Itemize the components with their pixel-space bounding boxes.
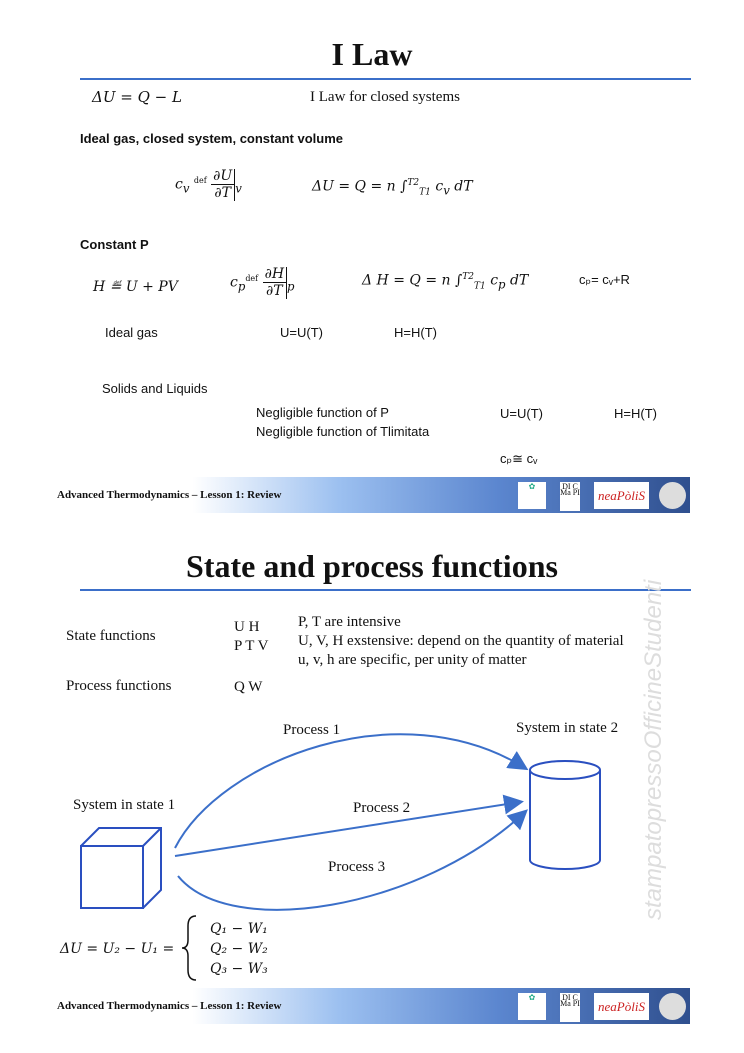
du-integral: ΔU = Q = n ∫$^{T2}_{T1}$ $c_v$ dT bbox=[312, 178, 473, 198]
state-vars-2: P T V bbox=[234, 638, 269, 654]
process3-label: Process 3 bbox=[328, 859, 386, 875]
cp-approx: cₚ≅ cᵥ bbox=[500, 451, 538, 466]
dicmapi-logo: DI C Ma PI bbox=[560, 482, 580, 511]
heading-constant-volume: Ideal gas, closed system, constant volume bbox=[80, 131, 343, 146]
case-3: Q₃ − W₃ bbox=[210, 961, 268, 977]
dh-integral: Δ H = Q = n ∫$^{T2}_{T1}$ $c_p$ dT bbox=[362, 272, 529, 292]
negligible-p: Negligible function of P bbox=[256, 405, 389, 420]
cylinder-icon bbox=[530, 761, 600, 869]
process1-label: Process 1 bbox=[283, 722, 341, 738]
neapolis-logo: neaPòliS bbox=[594, 482, 649, 509]
watermark: stampatopressoOfficineStudenti bbox=[640, 579, 667, 920]
u-of-t-2: U=U(T) bbox=[500, 406, 543, 421]
slide2-title: State and process functions bbox=[186, 548, 558, 584]
dicmapi-logo: DI C Ma PI bbox=[560, 993, 580, 1022]
h-definition: H ≝ U + PV bbox=[93, 279, 178, 295]
process2-arrow bbox=[175, 802, 520, 856]
eq-first-law: ΔU = Q − L bbox=[92, 88, 182, 106]
heading-constant-p: Constant P bbox=[80, 237, 149, 252]
case-2: Q₂ − W₂ bbox=[210, 941, 268, 957]
note-intensive: P, T are intensive bbox=[298, 614, 401, 630]
footer-text: Advanced Thermodynamics – Lesson 1: Review bbox=[57, 1000, 282, 1012]
neapolis-logo: neaPòliS bbox=[594, 993, 649, 1020]
cp-definition: $c_p^{def}$ $\frac{\partial H}{\partial T}$ $_p$ bbox=[230, 266, 295, 299]
du-sum: ΔU = U₂ − U₁ = bbox=[60, 941, 175, 957]
note-specific: u, v, h are specific, per unity of matter bbox=[298, 652, 527, 668]
footer-bar-2 bbox=[52, 988, 690, 1024]
solids-liquids: Solids and Liquids bbox=[102, 381, 208, 396]
hexagon-logo-icon: ✿ bbox=[518, 993, 546, 1020]
note-extensive: U, V, H exstensive: depend on the quantity of material bbox=[298, 633, 624, 649]
slide1-title: I Law bbox=[331, 36, 413, 72]
hexagon-logo-icon: ✿ bbox=[518, 482, 546, 509]
state1-label: System in state 1 bbox=[73, 797, 176, 813]
state-functions-label: State functions bbox=[66, 628, 156, 644]
u-of-t: U=U(T) bbox=[280, 325, 323, 340]
process-vars: Q W bbox=[234, 679, 263, 695]
first-law-label: I Law for closed systems bbox=[310, 89, 460, 105]
brace-icon bbox=[182, 916, 196, 980]
case-1: Q₁ − W₁ bbox=[210, 921, 268, 937]
cp-relation: cₚ= cᵥ+R bbox=[579, 272, 630, 287]
process-functions-label: Process functions bbox=[66, 678, 172, 694]
process2-label: Process 2 bbox=[353, 800, 411, 816]
state-vars-1: U H bbox=[234, 619, 260, 635]
ideal-gas-label: Ideal gas bbox=[105, 325, 158, 340]
university-seal-icon bbox=[659, 993, 686, 1020]
process1-arrow bbox=[175, 734, 525, 848]
negligible-t: Negligible function of Tlimitata bbox=[256, 424, 430, 439]
h-of-t-2: H=H(T) bbox=[614, 406, 657, 421]
cube-icon bbox=[81, 828, 161, 908]
h-of-t: H=H(T) bbox=[394, 325, 437, 340]
cv-definition: $c_v$ $^{def}$ $\frac{\partial U}{\partial T}$ $_v$ bbox=[175, 168, 242, 201]
footer-text: Advanced Thermodynamics – Lesson 1: Review bbox=[57, 489, 282, 501]
state2-label: System in state 2 bbox=[516, 720, 619, 736]
